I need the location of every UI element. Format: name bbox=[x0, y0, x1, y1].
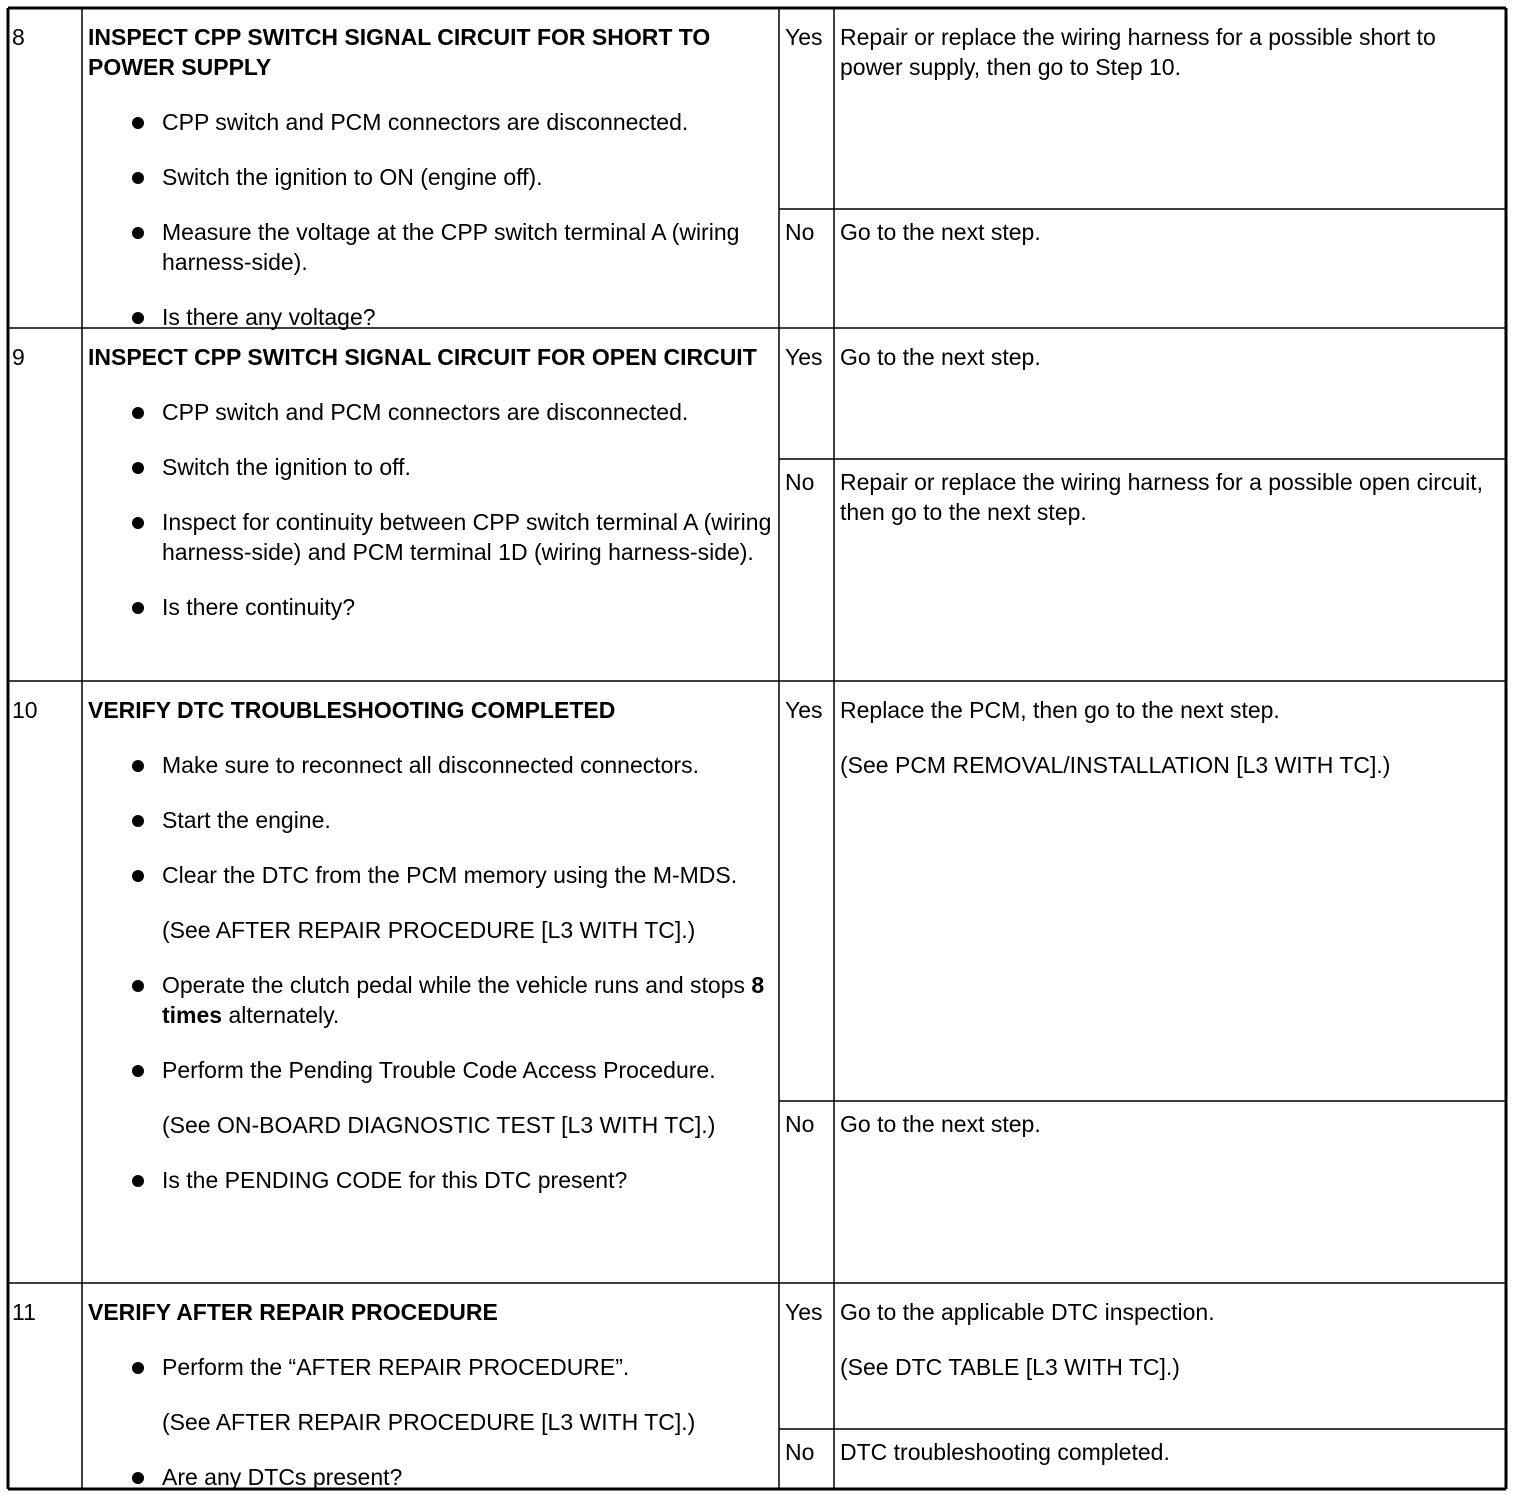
list-item bbox=[88, 592, 775, 622]
list-item-text: Perform the Pending Trouble Code Access Procedure. bbox=[162, 1057, 716, 1083]
yes-label: Yes bbox=[785, 697, 823, 723]
list-item bbox=[88, 1055, 775, 1085]
bullet-icon bbox=[132, 980, 144, 992]
no-action-cell bbox=[840, 217, 1500, 326]
bullet-icon bbox=[132, 602, 144, 614]
yes-action-cell bbox=[840, 1297, 1500, 1427]
no-action-text: Go to the next step. bbox=[840, 1111, 1041, 1137]
yes-label: Yes bbox=[785, 1299, 823, 1325]
step-number-cell bbox=[12, 695, 80, 1281]
yes-label-cell bbox=[785, 22, 834, 207]
yes-action-text: (See PCM REMOVAL/INSTALLATION [L3 WITH TC].) bbox=[840, 752, 1391, 778]
list-item bbox=[88, 302, 775, 332]
bullet-icon bbox=[132, 227, 144, 239]
list-item bbox=[88, 217, 775, 277]
yes-label-cell bbox=[785, 342, 834, 457]
bullet-icon bbox=[132, 117, 144, 129]
no-label: No bbox=[785, 219, 815, 245]
list-item-text: Is the PENDING CODE for this DTC present? bbox=[162, 1167, 628, 1193]
list-item bbox=[88, 860, 775, 890]
list-item-text: Make sure to reconnect all disconnected connectors. bbox=[162, 752, 699, 778]
list-item-text: Operate the clutch pedal while the vehicle runs and stops bbox=[162, 972, 752, 998]
list-item-text: Inspect for continuity between CPP switch terminal A (wiring harness-side) and PCM terminal 1D (wiring harness-side). bbox=[162, 509, 772, 565]
bullet-icon bbox=[132, 1472, 144, 1484]
reference-note: (See AFTER REPAIR PROCEDURE [L3 WITH TC].) bbox=[162, 917, 696, 943]
step-title: VERIFY AFTER REPAIR PROCEDURE bbox=[88, 1299, 498, 1325]
no-label-cell bbox=[785, 467, 834, 679]
bullet-icon bbox=[132, 760, 144, 772]
no-action-text: Repair or replace the wiring harness for a possible open circuit, then go to the next step. bbox=[840, 469, 1484, 525]
no-action-cell bbox=[840, 1109, 1500, 1281]
yes-action-text: (See DTC TABLE [L3 WITH TC].) bbox=[840, 1354, 1180, 1380]
no-label-cell bbox=[785, 217, 834, 326]
list-item-text: CPP switch and PCM connectors are disconnected. bbox=[162, 399, 689, 425]
step-procedure-cell bbox=[88, 1297, 775, 1490]
list-item bbox=[88, 452, 775, 482]
no-label: No bbox=[785, 1111, 815, 1137]
bullet-icon bbox=[132, 517, 144, 529]
reference-note: (See ON-BOARD DIAGNOSTIC TEST [L3 WITH TC].) bbox=[162, 1112, 716, 1138]
list-item bbox=[88, 1165, 775, 1195]
no-label-cell bbox=[785, 1437, 834, 1487]
list-item-text: CPP switch and PCM connectors are disconnected. bbox=[162, 109, 689, 135]
yes-label-cell bbox=[785, 695, 834, 1099]
step-number-cell bbox=[12, 342, 80, 679]
step-title: INSPECT CPP SWITCH SIGNAL CIRCUIT FOR SHORT TO POWER SUPPLY bbox=[88, 24, 711, 80]
step-number: 9 bbox=[12, 344, 25, 370]
yes-action-text: Go to the next step. bbox=[840, 344, 1041, 370]
step-procedure-cell bbox=[88, 695, 775, 1281]
bullet-icon bbox=[132, 1175, 144, 1187]
no-label: No bbox=[785, 1439, 815, 1465]
no-label: No bbox=[785, 469, 815, 495]
step-number-cell bbox=[12, 22, 80, 326]
bullet-icon bbox=[132, 172, 144, 184]
list-item bbox=[88, 397, 775, 427]
list-item-text: Are any DTCs present? bbox=[162, 1464, 403, 1490]
list-item bbox=[88, 507, 775, 567]
bullet-icon bbox=[132, 407, 144, 419]
yes-action-text: Replace the PCM, then go to the next step. bbox=[840, 697, 1280, 723]
list-item bbox=[88, 805, 775, 835]
list-item-text: Is there any voltage? bbox=[162, 304, 376, 330]
list-item bbox=[88, 970, 775, 1030]
list-item-text: Measure the voltage at the CPP switch terminal A (wiring harness-side). bbox=[162, 219, 740, 275]
step-procedure-cell bbox=[88, 22, 775, 330]
bullet-icon bbox=[132, 870, 144, 882]
list-item-text: Switch the ignition to off. bbox=[162, 454, 411, 480]
step-number: 11 bbox=[12, 1299, 36, 1325]
yes-action-cell bbox=[840, 695, 1500, 1099]
no-action-cell bbox=[840, 1437, 1500, 1487]
list-item-text: Switch the ignition to ON (engine off). bbox=[162, 164, 543, 190]
list-item bbox=[88, 750, 775, 780]
step-procedure-cell bbox=[88, 342, 775, 679]
list-item-text: alternately. bbox=[222, 1002, 340, 1028]
bullet-icon bbox=[132, 1362, 144, 1374]
bullet-icon bbox=[132, 815, 144, 827]
step-number: 10 bbox=[12, 697, 38, 723]
step-title: VERIFY DTC TROUBLESHOOTING COMPLETED bbox=[88, 697, 616, 723]
yes-action-cell bbox=[840, 342, 1500, 457]
yes-label: Yes bbox=[785, 344, 823, 370]
no-label-cell bbox=[785, 1109, 834, 1281]
list-item bbox=[88, 107, 775, 137]
bullet-icon bbox=[132, 462, 144, 474]
list-item-text: Start the engine. bbox=[162, 807, 331, 833]
step-number: 8 bbox=[12, 24, 25, 50]
bullet-icon bbox=[132, 1065, 144, 1077]
step-number-cell bbox=[12, 1297, 80, 1487]
reference-note: (See AFTER REPAIR PROCEDURE [L3 WITH TC].) bbox=[162, 1409, 696, 1435]
list-item-text: Is there continuity? bbox=[162, 594, 356, 620]
list-item bbox=[88, 162, 775, 192]
list-item-text: Perform the “AFTER REPAIR PROCEDURE”. bbox=[162, 1354, 630, 1380]
no-action-cell bbox=[840, 467, 1500, 679]
list-item bbox=[88, 1352, 775, 1382]
yes-label: Yes bbox=[785, 24, 823, 50]
list-item bbox=[88, 1462, 775, 1492]
list-item-text: Clear the DTC from the PCM memory using the M-MDS. bbox=[162, 862, 738, 888]
bullet-icon bbox=[132, 312, 144, 324]
yes-action-cell bbox=[840, 22, 1500, 207]
yes-action-text: Repair or replace the wiring harness for a possible short to power supply, then go to Step 10. bbox=[840, 24, 1436, 80]
no-action-text: DTC troubleshooting completed. bbox=[840, 1439, 1170, 1465]
yes-action-text: Go to the applicable DTC inspection. bbox=[840, 1299, 1215, 1325]
yes-label-cell bbox=[785, 1297, 834, 1427]
no-action-text: Go to the next step. bbox=[840, 219, 1041, 245]
list-item-emphasis: 8 times bbox=[162, 972, 765, 1028]
step-title: INSPECT CPP SWITCH SIGNAL CIRCUIT FOR OPEN CIRCUIT bbox=[88, 344, 757, 370]
